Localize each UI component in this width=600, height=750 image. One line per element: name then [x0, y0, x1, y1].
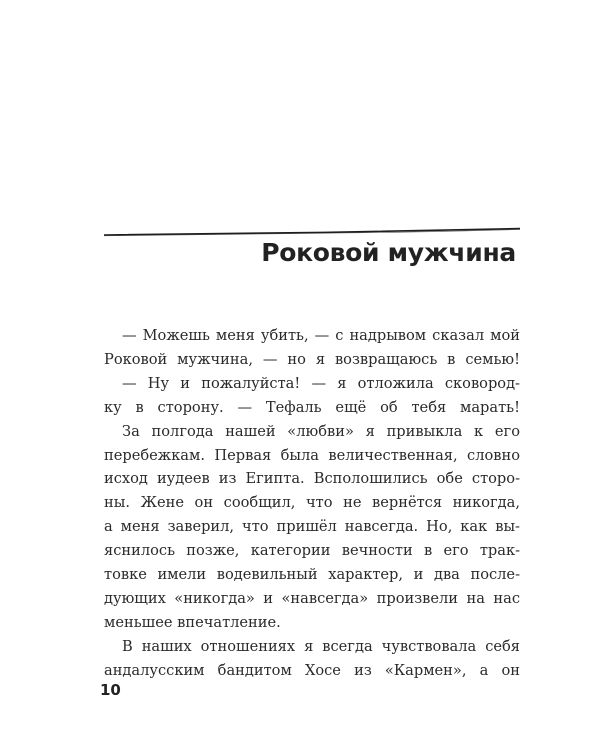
text-line: дующих «никогда» и «навсегда» произвели на нас [104, 589, 520, 607]
text-line: исход иудеев из Египта. Всполошились обе сторо- [104, 470, 520, 488]
chapter-rule-line [104, 226, 520, 238]
text-line: ны. Жене он сообщил, что не вернётся никогда, [104, 494, 520, 512]
text-line: яснилось позже, категории вечности в его трак- [104, 542, 520, 560]
text-line: В наших отношениях я всегда чувствовала себя [122, 637, 520, 655]
text-line: Роковой мужчина, — но я возвращаюсь в семью! [104, 350, 520, 368]
text-line: — Можешь меня убить, — с надрывом сказал мой [122, 327, 520, 344]
text-line: а меня заверил, что пришёл навсегда. Но, как вы- [104, 518, 520, 536]
page-number: 10 [100, 681, 121, 699]
text-line: перебежкам. Первая была величественная, словно [104, 446, 520, 464]
text-line: меньшее впечатление. [104, 613, 281, 631]
text-line: товке имели водевильный характер, и два после- [104, 566, 520, 584]
chapter-title: Роковой мужчина [261, 238, 516, 267]
text-line: андалусским бандитом Хосе из «Кармен», а он [104, 661, 520, 679]
text-line: ку в сторону. — Тефаль ещё об тебя марать! [104, 398, 520, 416]
body-text [104, 324, 520, 683]
text-line: — Ну и пожалуйста! — я отложила сковород- [122, 374, 520, 392]
text-line: За полгода нашей «любви» я привыкла к его [122, 422, 520, 440]
